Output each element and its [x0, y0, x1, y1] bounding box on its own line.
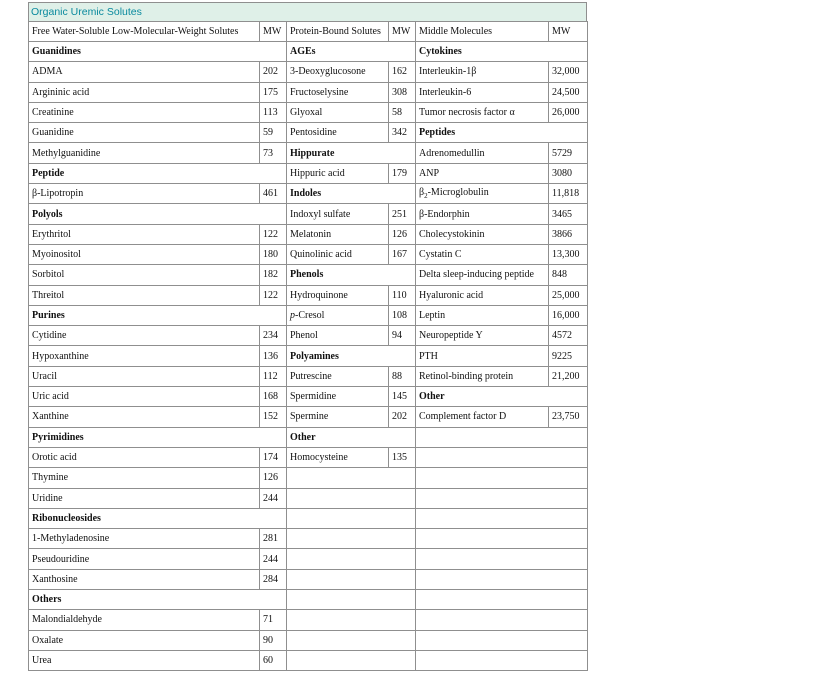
protein-solute-mw: 202 [389, 407, 416, 427]
free-solute-name: Guanidine [29, 123, 260, 143]
protein-solute-name: Quinolinic acid [287, 244, 389, 264]
protein-solute-mw: 88 [389, 366, 416, 386]
protein-solute-name: Hippuric acid [287, 163, 389, 183]
middle-category-label: Peptides [416, 123, 588, 143]
table-row [29, 366, 588, 386]
middle-solute-mw: 11,818 [549, 184, 588, 204]
middle-solute-name [416, 569, 588, 589]
middle-solute-name [416, 590, 588, 610]
free-solute-name: Threitol [29, 285, 260, 305]
protein-bound-header: Protein-Bound Solutes [287, 22, 389, 42]
table-row [29, 62, 588, 82]
free-solute-mw: 90 [260, 630, 287, 650]
middle-molecules-header: Middle Molecules [416, 22, 549, 42]
free-solute-name: ADMA [29, 62, 260, 82]
middle-solute-name: Adrenomedullin [416, 143, 549, 163]
free-solute-mw: 73 [260, 143, 287, 163]
middle-solute-name: $\beta_2$-Microglobulin [416, 184, 549, 204]
free-category-label: Ribonucleosides [29, 508, 287, 528]
table-row [29, 244, 588, 264]
protein-category-label: Hippurate [287, 143, 416, 163]
protein-solute-mw: 167 [389, 244, 416, 264]
free-solute-name: Myoinositol [29, 244, 260, 264]
middle-solute-name [416, 468, 588, 488]
middle-solute-name: Hyaluronic acid [416, 285, 549, 305]
protein-solute-name: Fructoselysine [287, 82, 389, 102]
table-row [29, 123, 588, 143]
table-row [29, 184, 588, 204]
protein-solute-name [287, 508, 416, 528]
free-mw-header: MW [260, 22, 287, 42]
table-row [29, 590, 588, 610]
protein-solute-name [287, 650, 416, 670]
table-row [29, 529, 588, 549]
table-row [29, 82, 588, 102]
middle-solute-name [416, 650, 588, 670]
free-solute-mw: 244 [260, 549, 287, 569]
free-solute-mw: 71 [260, 610, 287, 630]
free-solute-name: Oxalate [29, 630, 260, 650]
middle-solute-mw: 24,500 [549, 82, 588, 102]
table-row [29, 163, 588, 183]
protein-solute-name: Spermine [287, 407, 389, 427]
middle-solute-name: Cystatin C [416, 244, 549, 264]
protein-solute-name: Phenol [287, 326, 389, 346]
table-row [29, 569, 588, 589]
free-solute-mw: 113 [260, 102, 287, 122]
free-solute-mw: 60 [260, 650, 287, 670]
table-body [29, 42, 588, 671]
table-title: Organic Uremic Solutes [28, 2, 587, 21]
protein-solute-name: Melatonin [287, 224, 389, 244]
middle-solute-name [416, 529, 588, 549]
protein-solute-name: 3-Deoxyglucosone [287, 62, 389, 82]
free-solute-name: Thymine [29, 468, 260, 488]
protein-solute-name: Putrescine [287, 366, 389, 386]
protein-category-label: Phenols [287, 265, 416, 285]
middle-solute-name [416, 610, 588, 630]
middle-solute-name: Retinol-binding protein [416, 366, 549, 386]
free-category-label: Purines [29, 305, 287, 325]
table-row [29, 305, 588, 325]
free-solute-mw: 174 [260, 447, 287, 467]
free-solute-name: Pseudouridine [29, 549, 260, 569]
free-solute-mw: 234 [260, 326, 287, 346]
table-row [29, 650, 588, 670]
middle-solute-mw: 3465 [549, 204, 588, 224]
middle-solute-mw: 3080 [549, 163, 588, 183]
free-solute-name: Erythritol [29, 224, 260, 244]
free-solute-mw: 136 [260, 346, 287, 366]
middle-solute-name [416, 630, 588, 650]
free-solute-mw: 112 [260, 366, 287, 386]
protein-solute-mw: 342 [389, 123, 416, 143]
middle-mw-header: MW [549, 22, 588, 42]
middle-solute-mw: 23,750 [549, 407, 588, 427]
middle-category-label: Other [416, 387, 588, 407]
middle-solute-name [416, 488, 588, 508]
free-solute-name: Uracil [29, 366, 260, 386]
free-solute-name: β-Lipotropin [29, 184, 260, 204]
middle-solute-mw: 21,200 [549, 366, 588, 386]
protein-solute-mw: 135 [389, 447, 416, 467]
protein-solute-name [287, 488, 416, 508]
middle-solute-name: Cholecystokinin [416, 224, 549, 244]
free-solute-mw: 180 [260, 244, 287, 264]
middle-solute-name: Neuropeptide Y [416, 326, 549, 346]
free-category-label: Polyols [29, 204, 287, 224]
middle-solute-name: Interleukin-1β [416, 62, 549, 82]
protein-category-label: Indoles [287, 184, 416, 204]
header-row [29, 22, 588, 42]
free-category-label: Others [29, 590, 287, 610]
middle-solute-mw: 9225 [549, 346, 588, 366]
middle-solute-mw: 5729 [549, 143, 588, 163]
protein-solute-mw: 110 [389, 285, 416, 305]
free-solute-name: Uridine [29, 488, 260, 508]
free-solute-name: Xanthine [29, 407, 260, 427]
protein-category-label: AGEs [287, 42, 416, 62]
middle-solute-mw: 16,000 [549, 305, 588, 325]
middle-solute-name [416, 427, 588, 447]
protein-mw-header: MW [389, 22, 416, 42]
protein-solute-mw: 145 [389, 387, 416, 407]
free-solute-name: Argininic acid [29, 82, 260, 102]
free-category-label: Guanidines [29, 42, 287, 62]
free-solute-mw: 168 [260, 387, 287, 407]
free-solute-mw: 59 [260, 123, 287, 143]
table-row [29, 224, 588, 244]
free-solute-mw: 202 [260, 62, 287, 82]
middle-solute-mw: 26,000 [549, 102, 588, 122]
free-solute-name: Sorbitol [29, 265, 260, 285]
free-solute-name: Orotic acid [29, 447, 260, 467]
table-row [29, 102, 588, 122]
protein-solute-name: Homocysteine [287, 447, 389, 467]
free-solute-name: Creatinine [29, 102, 260, 122]
table-row [29, 42, 588, 62]
middle-solute-name: Interleukin-6 [416, 82, 549, 102]
free-solute-mw: 152 [260, 407, 287, 427]
table-row [29, 285, 588, 305]
middle-category-label: Cytokines [416, 42, 588, 62]
table-row [29, 427, 588, 447]
protein-solute-name [287, 569, 416, 589]
protein-solute-mw: 108 [389, 305, 416, 325]
table-row [29, 549, 588, 569]
protein-solute-name [287, 468, 416, 488]
free-solute-mw: 175 [260, 82, 287, 102]
free-solutes-header: Free Water-Soluble Low-Molecular-Weight Solutes [29, 22, 260, 42]
free-solute-name: Malondialdehyde [29, 610, 260, 630]
protein-solute-name [287, 630, 416, 650]
middle-solute-name: Complement factor D [416, 407, 549, 427]
middle-solute-name: Delta sleep-inducing peptide [416, 265, 549, 285]
free-category-label: Peptide [29, 163, 287, 183]
protein-solute-name [287, 529, 416, 549]
table-row [29, 346, 588, 366]
middle-solute-name: β-Endorphin [416, 204, 549, 224]
free-solute-name: Xanthosine [29, 569, 260, 589]
free-solute-mw: 122 [260, 224, 287, 244]
protein-solute-name: Indoxyl sulfate [287, 204, 389, 224]
middle-solute-mw: 4572 [549, 326, 588, 346]
free-solute-name: 1-Methyladenosine [29, 529, 260, 549]
table-row [29, 326, 588, 346]
free-solute-name: Methylguanidine [29, 143, 260, 163]
table-row [29, 407, 588, 427]
protein-solute-mw: 58 [389, 102, 416, 122]
free-solute-name: Cytidine [29, 326, 260, 346]
uremic-solutes-table [28, 2, 587, 671]
free-solute-mw: 284 [260, 569, 287, 589]
protein-solute-name: Glyoxal [287, 102, 389, 122]
middle-solute-name [416, 508, 588, 528]
protein-solute-name: Pentosidine [287, 123, 389, 143]
protein-solute-name [287, 549, 416, 569]
protein-solute-mw: 162 [389, 62, 416, 82]
protein-solute-mw: 308 [389, 82, 416, 102]
free-solute-mw: 126 [260, 468, 287, 488]
free-solute-mw: 461 [260, 184, 287, 204]
free-solute-mw: 244 [260, 488, 287, 508]
table-row [29, 265, 588, 285]
table-row [29, 488, 588, 508]
protein-solute-name: Hydroquinone [287, 285, 389, 305]
free-solute-mw: 281 [260, 529, 287, 549]
table-row [29, 143, 588, 163]
table-row [29, 610, 588, 630]
free-solute-name: Urea [29, 650, 260, 670]
middle-solute-name: PTH [416, 346, 549, 366]
table-row [29, 508, 588, 528]
free-solute-mw: 122 [260, 285, 287, 305]
free-solute-mw: 182 [260, 265, 287, 285]
middle-solute-name: Leptin [416, 305, 549, 325]
solutes-grid [28, 21, 588, 671]
table-row [29, 387, 588, 407]
free-solute-name: Uric acid [29, 387, 260, 407]
protein-solute-name [287, 590, 416, 610]
free-solute-name: Hypoxanthine [29, 346, 260, 366]
protein-solute-mw: 179 [389, 163, 416, 183]
free-category-label: Pyrimidines [29, 427, 287, 447]
table-row [29, 468, 588, 488]
protein-category-label: Polyamines [287, 346, 416, 366]
protein-solute-mw: 94 [389, 326, 416, 346]
middle-solute-name [416, 549, 588, 569]
protein-solute-name: Spermidine [287, 387, 389, 407]
table-row [29, 204, 588, 224]
middle-solute-name: Tumor necrosis factor α [416, 102, 549, 122]
protein-solute-mw: 126 [389, 224, 416, 244]
middle-solute-mw: 25,000 [549, 285, 588, 305]
protein-solute-name: p-Cresol [287, 305, 389, 325]
protein-category-label: Other [287, 427, 416, 447]
middle-solute-mw: 13,300 [549, 244, 588, 264]
middle-solute-name: ANP [416, 163, 549, 183]
protein-solute-mw: 251 [389, 204, 416, 224]
protein-solute-name [287, 610, 416, 630]
table-row [29, 447, 588, 467]
table-row [29, 630, 588, 650]
middle-solute-mw: 32,000 [549, 62, 588, 82]
middle-solute-mw: 848 [549, 265, 588, 285]
middle-solute-name [416, 447, 588, 467]
middle-solute-mw: 3866 [549, 224, 588, 244]
